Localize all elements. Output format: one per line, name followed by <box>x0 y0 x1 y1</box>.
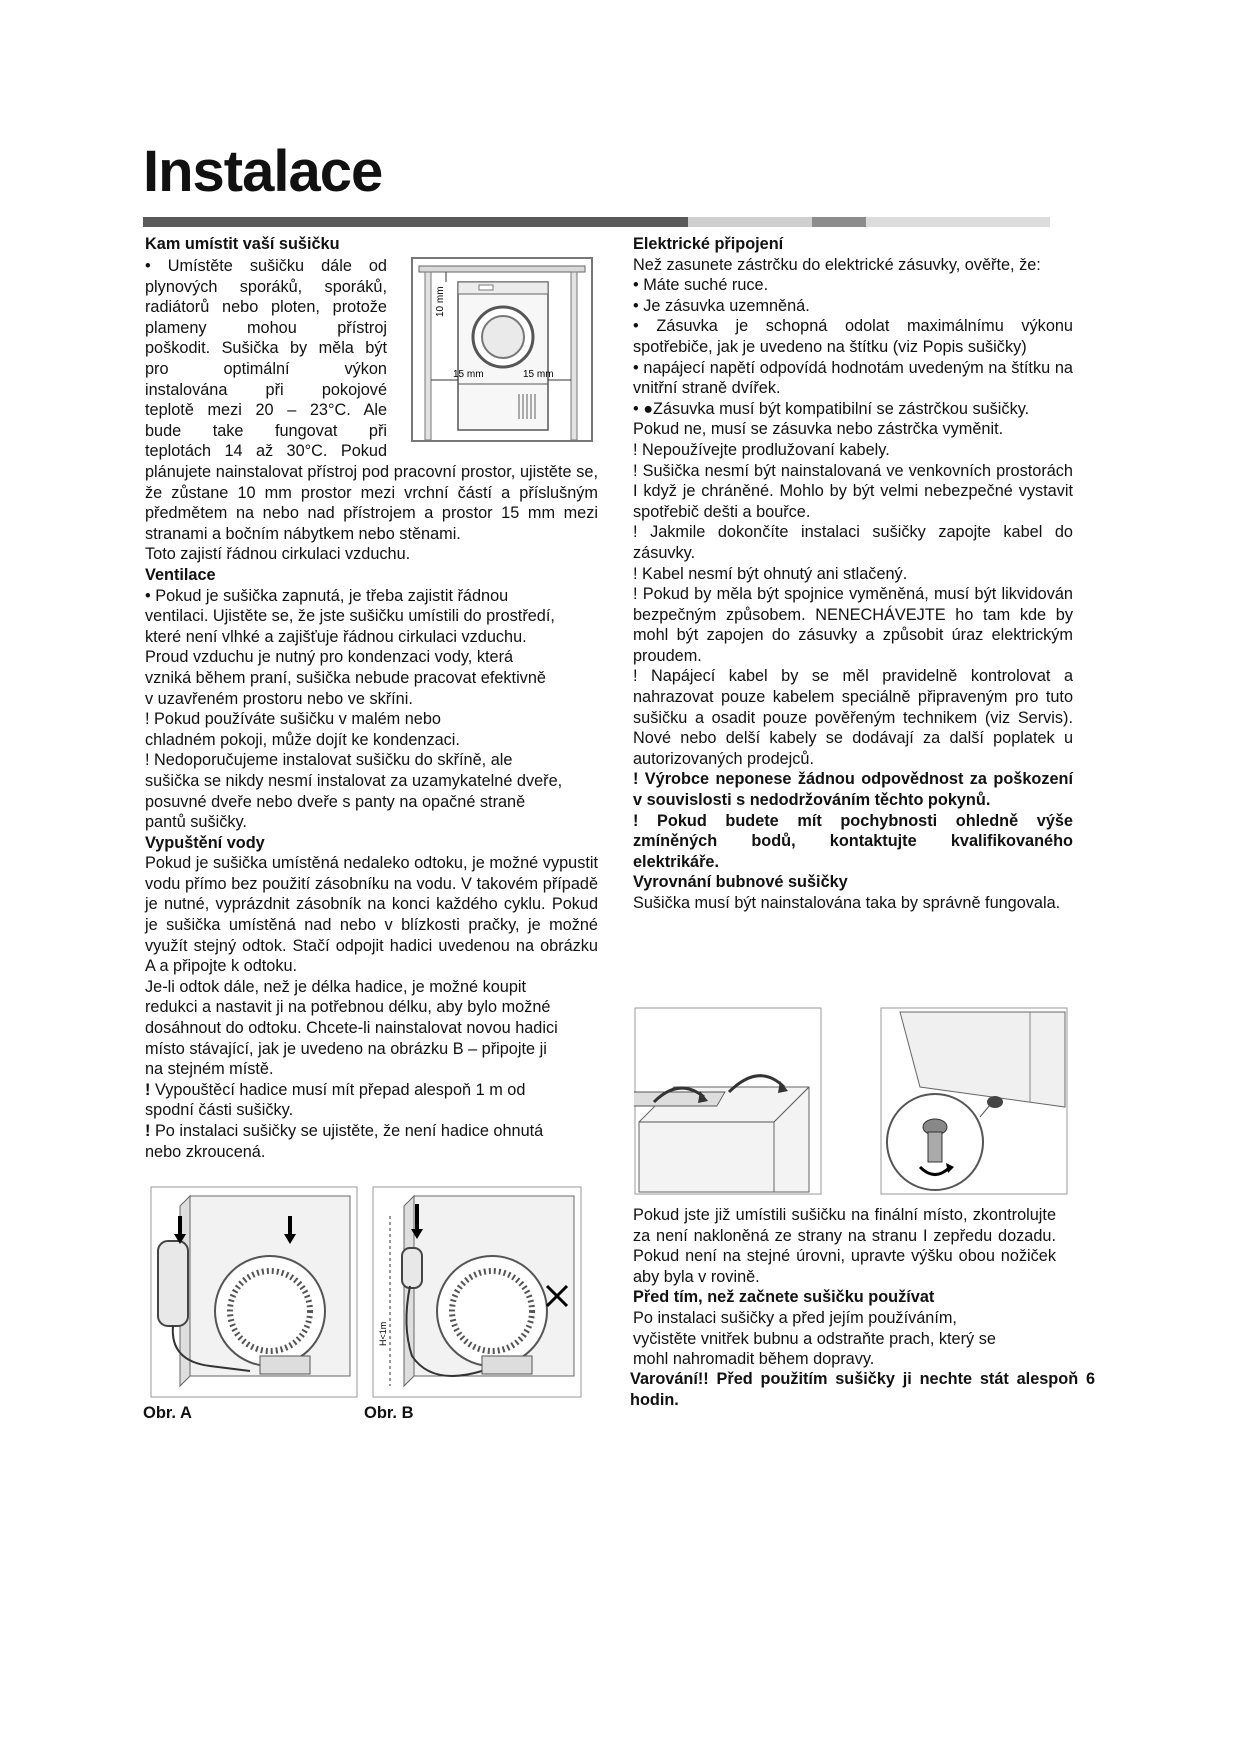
clearance-diagram <box>411 257 593 442</box>
location-rest <box>145 462 598 1162</box>
location-line: radiátorů nebo ploten, protože <box>145 298 387 317</box>
location-last: Toto zajistí řádnou cirkulaci vzduchu. <box>145 545 411 564</box>
location-line: teplotě mezi 20 – 23°C. Ale <box>145 401 387 420</box>
heading-electrical: Elektrické připojení <box>633 235 784 253</box>
vent-line: vzniká během praní, sušička nebude pracovat efektivně <box>145 668 546 687</box>
heading-location: Kam umístit vaší sušičku <box>145 235 340 253</box>
drain-warning-1b: spodní části sušičky. <box>145 1101 294 1120</box>
location-line: poškodit. Sušička by měla být <box>145 339 387 358</box>
electrical-intro: Než zasunete zástrčku do elektrické zásuvky, ověřte, že: <box>633 255 1041 274</box>
location-line: teplotách 14 až 30°C. Pokud <box>145 442 387 461</box>
warn-text: Vypouštěcí hadice musí mít přepad alespoň 1 m od <box>150 1080 526 1099</box>
electrical-bullet: • Máte suché ruce. <box>633 276 769 295</box>
electrical-section <box>633 234 1073 914</box>
warning-after-install: ! Jakmile dokončíte instalaci sušičky zapojte kabel do zásuvky. <box>633 523 1073 562</box>
drain-line: redukci a nastavit ji na potřebnou délku, aby bylo možné <box>145 998 551 1017</box>
leveling-top-illustration <box>634 1007 822 1195</box>
drain-warning-1 <box>145 1080 598 1101</box>
warning-replace: ! Pokud by měla být spojnice vyměněná, musí být likvidován bezpečným způsobem. NENECHÁVEJTE ho tam kde by mohl být zapojen do zásuvky a způsobit úraz elektrickým proudem. <box>633 585 1073 665</box>
warning-outdoor: ! Sušička nesmí být nainstalovaná ve venkovních prostorách I když je chráněné. Mohlo by být velmi nebezpečné vystavit spotřebič dešti a bouřce. <box>633 461 1073 521</box>
vent-line: chladném pokoji, může dojít ke kondenzaci. <box>145 730 460 749</box>
drain-warning-2 <box>145 1121 598 1142</box>
warning-doubt: ! Pokud budete mít pochybnosti ohledně výše zmíněných bodů, kontaktujte kvalifikovaného elektrikáře. <box>633 811 1073 871</box>
caption-fig-a: Obr. A <box>143 1404 192 1422</box>
label-15mm-left: 15 mm <box>453 369 484 380</box>
vent-line: sušička se nikdy nesmí instalovat za uzamykatelné dveře, <box>145 771 563 790</box>
label-15mm-right: 15 mm <box>523 369 554 380</box>
label-h-less-1m: H<1m <box>378 1321 388 1346</box>
vent-line: posuvné dveře nebo dveře s panty na opačné straně <box>145 792 526 811</box>
electrical-bullet: • ●Zásuvka musí být kompatibilní se zástrčkou sušičky. <box>633 399 1030 418</box>
location-wrap-text <box>145 256 387 462</box>
drain-line: Je-li odtok dále, než je délka hadice, je možné koupit <box>145 977 527 996</box>
location-line: pro optimální výkon <box>145 359 387 378</box>
location-line: plameny mohou přístroj <box>145 318 387 337</box>
vent-line: ! Nedoporučujeme instalovat sušičku do skříně, ale <box>145 751 513 770</box>
warning-check: ! Napájecí kabel by se měl pravidelně kontrolovat a nahrazovat pouze kabelem speciálně připraveným pro tuto sušičku a osadit pouze pověřeným technikem (viz Servis). Nové nebo delší kabely se dodávají za další poplatek u autorizovaných prodejců. <box>633 667 1073 768</box>
figure-a <box>150 1186 358 1398</box>
title-rule-pale <box>866 217 1050 227</box>
leveling-after <box>633 1205 1056 1370</box>
drain-line: místo stávající, jak je uvedeno na obrázku B – připojte ji <box>145 1039 547 1058</box>
vent-line: ventilaci. Ujistěte se, že jste sušičku umístili do prostředí, <box>145 607 555 626</box>
warn-mark: ! <box>145 1080 151 1099</box>
heading-ventilation: Ventilace <box>145 565 216 584</box>
figure-b <box>372 1186 582 1398</box>
vent-line: které není vlhké a zajišťuje řádnou cirkulaci vzduchu. <box>145 627 527 646</box>
heading-before-use: Před tím, než začnete sušičku používat <box>633 1288 935 1307</box>
location-rest-text: plánujete nainstalovat přístroj pod pracovní prostor, ujistěte se, že zůstane 10 mm prostor mezi vrchní částí a příslušným předmětem na nebo nad přístrojem a prostor 15 mm mezi stranami a bočním nábytkem nebo stěnami. <box>145 463 598 543</box>
drain-hose-illustration-b <box>372 1186 582 1398</box>
title-rule-dark <box>143 217 688 227</box>
dryer-clearance-illustration <box>411 257 593 442</box>
electrical-bullet: • Zásuvka je schopná odolat maximálnímu výkonu spotřebiče, jak je uvedeno na štítku (viz Popis sušičky) <box>633 317 1073 356</box>
electrical-else: Pokud ne, musí se zásuvka nebo zástrčka vyměnit. <box>633 420 1004 439</box>
leveling-figure-foot <box>880 1007 1068 1195</box>
caption-fig-b: Obr. B <box>364 1404 414 1422</box>
heading-drain: Vypuštění vody <box>145 833 265 852</box>
vent-line: • Pokud je sušička zapnutá, je třeba zajistit řádnou <box>145 586 509 605</box>
location-line: • Umístěte sušičku dále od <box>145 257 387 275</box>
location-section <box>145 234 598 255</box>
warning-extension: ! Nepoužívejte prodlužovaní kabely. <box>633 440 890 459</box>
warning-responsibility: ! Výrobce neponese žádnou odpovědnost za poškození v souvislosti s nedodržováním těchto pokynů. <box>633 770 1073 810</box>
title-rule-mid <box>812 217 866 227</box>
electrical-bullet: • napájecí napětí odpovídá hodnotám uvedeným na štítku na vnitřní straně dvířek. <box>633 358 1073 398</box>
vent-line: v uzavřeném prostoru nebo ve skříni. <box>145 689 413 708</box>
leveling-foot-illustration <box>880 1007 1068 1195</box>
leveling-text: Sušička musí být nainstalována taka by správně fungovala. <box>633 894 1061 912</box>
warning-bent: ! Kabel nesmí být ohnutý ani stlačený. <box>633 564 908 583</box>
title-rule-light <box>688 217 812 227</box>
leveling-after-text: Pokud jste již umístili sušičku na finální místo, zkontrolujte za není nakloněná ze strany na stranu I zepředu dozadu. Pokud není na stejné úrovni, upravte výšku obou nožiček aby byla v rovině. <box>633 1206 1056 1286</box>
drain-line: dosáhnout do odtoku. Chcete-li nainstalovat novou hadici <box>145 1019 558 1038</box>
vent-line: Proud vzduchu je nutný pro kondenzaci vody, která <box>145 648 514 667</box>
location-line: bude take fungovat při <box>145 421 387 440</box>
drain-warning-2b: nebo zkroucená. <box>145 1142 266 1161</box>
location-line: plynových sporáků, sporáků, <box>145 277 387 296</box>
leveling-figure-top <box>634 1007 822 1195</box>
vent-line: ! Pokud používáte sušičku v malém nebo <box>145 710 441 729</box>
drain-line: na stejném místě. <box>145 1060 274 1079</box>
warn-text: Po instalaci sušičky se ujistěte, že není hadice ohnutá <box>150 1122 544 1140</box>
before-line: Po instalaci sušičky a před jejím používáním, <box>633 1308 957 1327</box>
drain-hose-illustration-a <box>150 1186 358 1398</box>
vent-line: pantů sušičky. <box>145 813 247 832</box>
before-line: vyčistěte vnitřek bubnu a odstraňte prach, který se <box>633 1329 996 1348</box>
electrical-bullet: • Je zásuvka uzemněná. <box>633 296 810 315</box>
heading-leveling: Vyrovnání bubnové sušičky <box>633 873 848 892</box>
final-warning-block <box>630 1369 1095 1410</box>
drain-text: Pokud je sušička umístěná nedaleko odtoku, je možné vypustit vodu přímo bez použití zásobníku na vodu. V takovém případě je nutné, vyprázdnit zásobník na konci každého cyklu. Pokud je sušička umístěná nad nebo v blízkosti pračky, je možné využít stejný odtok. Stačí odpojit hadici uvedenou na obrázku A a připojte k odtoku. <box>145 854 598 976</box>
location-line: instalována při pokojové <box>145 380 387 399</box>
label-10mm: 10 mm <box>435 286 446 317</box>
page-title: Instalace <box>143 139 383 204</box>
final-warning: Varování!! Před použitím sušičky ji nechte stát alespoň 6 hodin. <box>630 1370 1095 1409</box>
warn-mark: ! <box>145 1122 151 1140</box>
before-line: mohl nahromadit během dopravy. <box>633 1350 875 1369</box>
